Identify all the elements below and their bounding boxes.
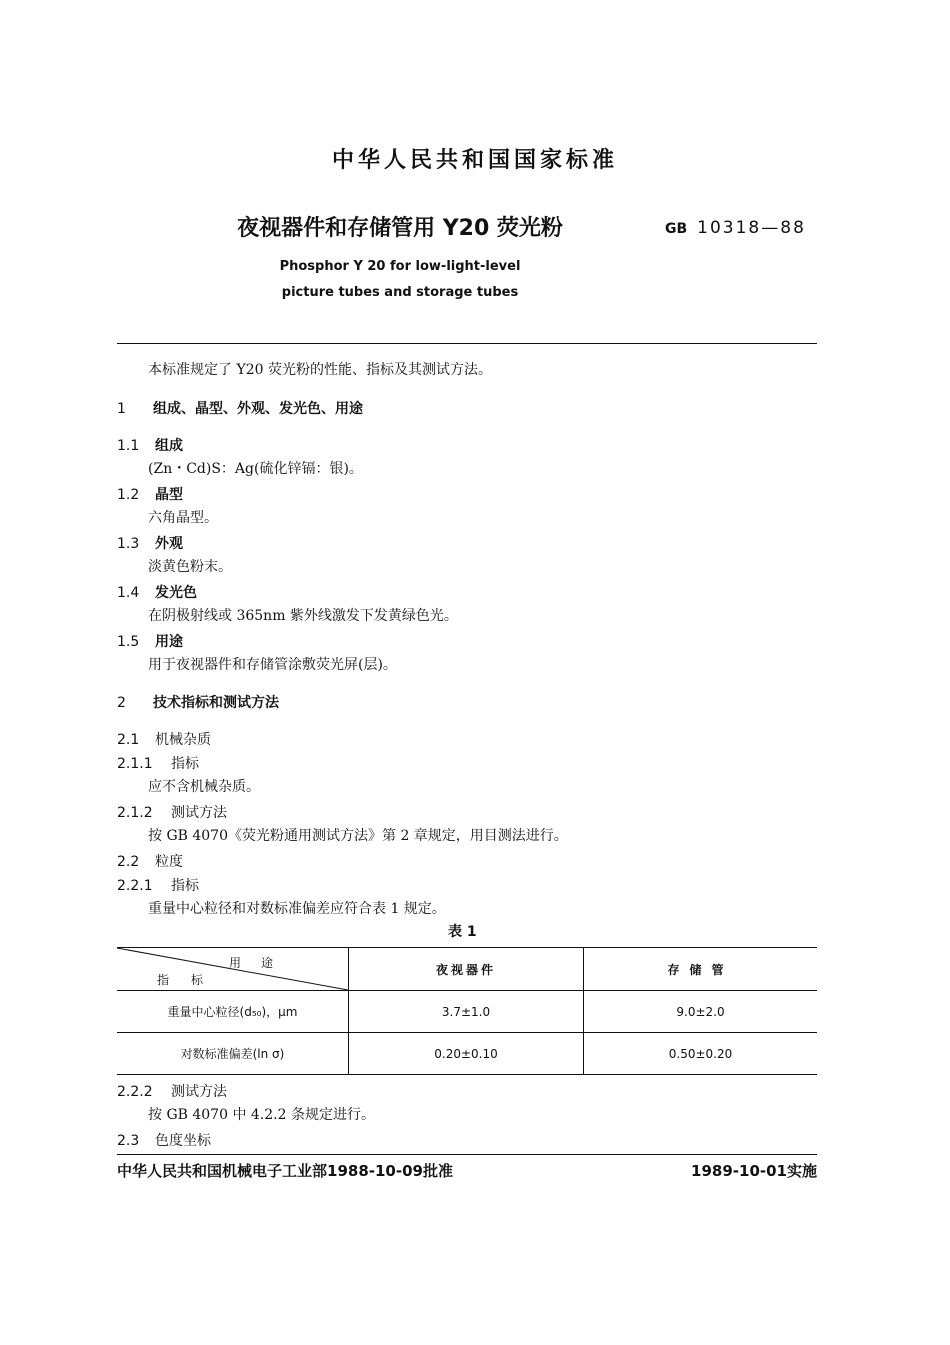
item-1-4-text: 在阴极射线或 365nm 紫外线激发下发黄绿色光。	[148, 608, 458, 624]
national-standard-header: 中华人民共和国国家标准	[331, 148, 618, 173]
table-col-header-2: 存储管	[584, 948, 818, 991]
document-title-cn: 夜视器件和存储管用 Y20 荧光粉	[237, 216, 563, 241]
item-number: 2.1.2	[117, 805, 153, 821]
item-1-3-heading	[117, 533, 183, 553]
item-2-1-1-text: 应不含机械杂质。	[148, 779, 260, 795]
item-title: 发光色	[155, 585, 197, 601]
item-title: 测试方法	[171, 1084, 227, 1100]
item-title: 外观	[155, 536, 183, 552]
footer-divider	[117, 1154, 817, 1155]
standard-number	[665, 218, 806, 238]
table-cell: 3.7±1.0	[349, 991, 584, 1033]
item-number: 2.3	[117, 1133, 140, 1149]
item-number: 1.3	[117, 536, 140, 552]
corner-top-label: 用途	[228, 956, 293, 970]
standard-code: 10318—88	[697, 218, 806, 238]
table-row	[117, 991, 817, 1033]
table-cell: 0.20±0.10	[349, 1033, 584, 1075]
document-title-en-line1: Phosphor Y 20 for low-light-level	[279, 259, 521, 274]
item-2-2-heading	[117, 851, 183, 871]
section-title: 组成、晶型、外观、发光色、用途	[153, 401, 363, 417]
item-title: 指标	[171, 756, 199, 772]
item-number: 2.1.1	[117, 756, 153, 772]
item-title: 机械杂质	[155, 732, 211, 748]
section-number: 2	[117, 695, 126, 711]
item-1-4-heading	[117, 582, 197, 602]
corner-bottom-label: 指标	[157, 973, 226, 987]
item-title: 晶型	[155, 487, 183, 503]
item-1-1-heading	[117, 435, 183, 455]
item-2-2-2-heading	[117, 1081, 227, 1101]
item-title: 用途	[155, 634, 183, 650]
item-2-2-1-heading	[117, 875, 199, 895]
section-1-heading	[117, 398, 363, 418]
effective-date: 1989-10-01实施	[691, 1162, 817, 1180]
document-title-en-line2: picture tubes and storage tubes	[281, 285, 519, 300]
table-cell: 9.0±2.0	[584, 991, 818, 1033]
item-number: 2.2.1	[117, 878, 153, 894]
item-2-2-1-text: 重量中心粒径和对数标准偏差应符合表 1 规定。	[148, 901, 446, 917]
item-title: 色度坐标	[155, 1133, 211, 1149]
item-number: 1.4	[117, 585, 140, 601]
table-cell: 0.50±0.20	[584, 1033, 818, 1075]
table-row-label: 重量中心粒径(d₅₀)，μm	[167, 1005, 298, 1019]
item-number: 1.1	[117, 438, 140, 454]
section-number: 1	[117, 401, 126, 417]
table-col-header-1: 夜视器件	[349, 948, 584, 991]
item-title: 指标	[171, 878, 199, 894]
item-number: 1.2	[117, 487, 140, 503]
item-number: 1.5	[117, 634, 140, 650]
table-1-caption: 表 1	[448, 924, 477, 940]
table-row-label: 对数标准偏差(ln σ)	[180, 1047, 285, 1061]
section-title: 技术指标和测试方法	[153, 695, 279, 711]
item-2-1-2-heading	[117, 802, 227, 822]
item-1-2-heading	[117, 484, 183, 504]
item-title: 粒度	[155, 854, 183, 870]
item-2-2-2-text: 按 GB 4070 中 4.2.2 条规定进行。	[148, 1107, 375, 1123]
item-1-3-text: 淡黄色粉末。	[148, 559, 232, 575]
approval-note: 中华人民共和国机械电子工业部1988-10-09批准	[117, 1162, 453, 1180]
table-corner-cell	[117, 948, 349, 991]
item-2-1-heading	[117, 729, 211, 749]
item-2-1-1-heading	[117, 753, 199, 773]
item-number: 2.1	[117, 732, 140, 748]
table-row	[117, 1033, 817, 1075]
intro-paragraph: 本标准规定了 Y20 荧光粉的性能、指标及其测试方法。	[148, 362, 492, 378]
item-number: 2.2	[117, 854, 140, 870]
item-title: 组成	[155, 438, 183, 454]
item-1-5-heading	[117, 631, 183, 651]
item-2-1-2-text: 按 GB 4070《荧光粉通用测试方法》第 2 章规定，用目测法进行。	[148, 828, 568, 844]
standard-prefix: GB	[665, 221, 688, 237]
item-1-1-text: (Zn・Cd)S：Ag(硫化锌镉：银)。	[148, 461, 363, 477]
table-header-row	[117, 948, 817, 991]
item-2-3-heading	[117, 1130, 211, 1150]
item-number: 2.2.2	[117, 1084, 153, 1100]
top-divider	[117, 343, 817, 344]
item-title: 测试方法	[171, 805, 227, 821]
item-1-5-text: 用于夜视器件和存储管涂敷荧光屏(层)。	[148, 657, 397, 673]
table-1	[117, 947, 817, 1075]
item-1-2-text: 六角晶型。	[148, 510, 218, 526]
section-2-heading	[117, 692, 279, 712]
